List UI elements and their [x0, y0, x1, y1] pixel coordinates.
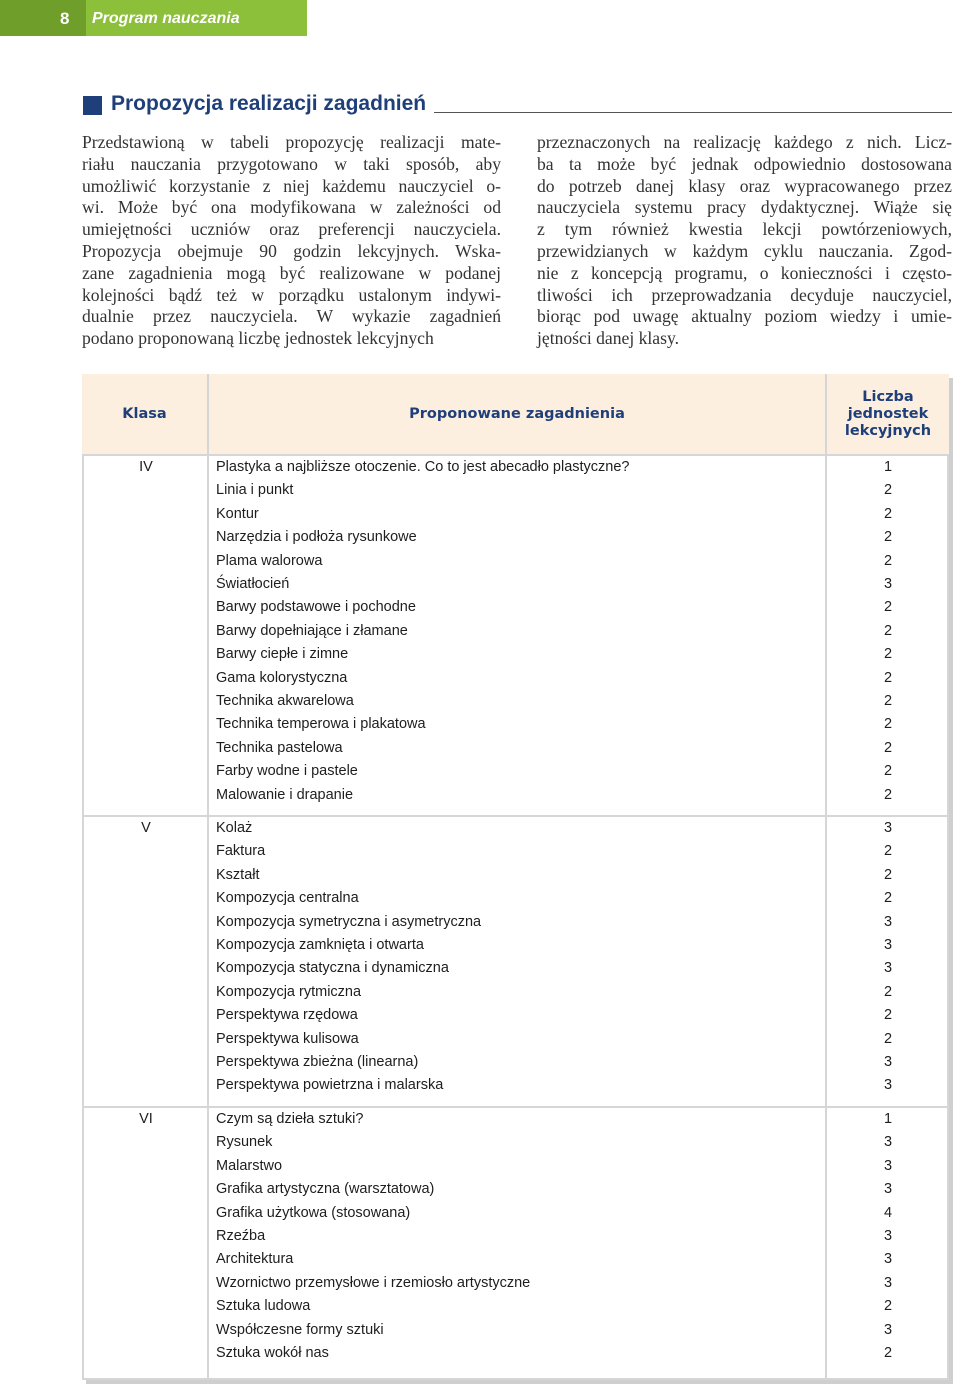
table-row: [82, 1227, 949, 1250]
table-row: [82, 505, 949, 528]
cell-hours: 3: [883, 913, 893, 930]
intro-line: nauczyciela systemu pracy dydaktycznej. Wiąże się: [537, 197, 952, 218]
cell-hours: 3: [883, 960, 893, 977]
table-row: [82, 575, 949, 598]
intro-paragraph-left: [82, 132, 501, 350]
table-row: [82, 842, 949, 865]
intro-line: zane zagadnienia mogą być realizowane w podanej: [82, 262, 501, 283]
cell-hours: 3: [883, 1054, 893, 1070]
cell-topic: Perspektywa zbieżna (linearna): [216, 1054, 419, 1070]
cell-topic: Współczesne formy sztuki: [216, 1321, 384, 1338]
cell-topic: Faktura: [216, 843, 266, 860]
intro-line: nie z koncepcją programu, o konieczności i często-: [537, 262, 952, 283]
header-liczba-line-3: lekcyjnych: [844, 422, 932, 439]
cell-topic: Sztuka ludowa: [216, 1298, 311, 1315]
intro-line: riału nauczania przygotowano w taki sposób, aby: [82, 153, 501, 174]
cell-hours: 2: [883, 890, 893, 907]
intro-line: Propozycja obejmuje 90 godzin lekcyjnych. Wska-: [82, 240, 501, 261]
cell-hours: 2: [883, 599, 893, 616]
cell-topic: Grafika artystyczna (warsztatowa): [216, 1181, 435, 1198]
cell-hours: 3: [883, 1157, 893, 1174]
cell-hours: 3: [883, 1181, 893, 1198]
table-row: [82, 1006, 949, 1029]
cell-topic: Czym są dzieła sztuki?: [216, 1111, 364, 1127]
cell-topic: Perspektywa powietrzna i malarska: [216, 1077, 444, 1094]
table-row: [82, 1076, 949, 1099]
cell-hours: 3: [883, 1321, 893, 1338]
cell-hours: 1: [883, 459, 893, 475]
cell-topic: Kształt: [216, 866, 260, 883]
table-row: [82, 715, 949, 738]
cell-topic: Rzeźba: [216, 1228, 266, 1244]
cell-hours: 2: [883, 786, 893, 803]
cell-hours: 2: [883, 1298, 893, 1315]
table-row: [82, 959, 949, 982]
intro-line: przewidzianych w każdym cyklu nauczania. Zgod-: [537, 240, 952, 261]
intro-line: do potrzeb danej klasy oraz wypracowanego przez: [537, 175, 952, 196]
intro-line: Przedstawioną w tabeli propozycję realizacji mate-: [82, 132, 501, 152]
cell-topic: Barwy podstawowe i pochodne: [216, 599, 416, 616]
intro-line: przeznaczonych na realizację każdego z nich. Licz-: [537, 132, 952, 152]
cell-topic: Perspektywa kulisowa: [216, 1030, 359, 1047]
cell-topic: Linia i punkt: [216, 482, 294, 499]
intro-line: jętności danej klasy.: [537, 328, 680, 349]
cell-hours: 3: [883, 820, 893, 836]
header-klasa: Klasa: [82, 374, 207, 454]
cell-hours: 2: [883, 1007, 893, 1024]
cell-hours: 3: [883, 1228, 893, 1244]
table-row: [82, 1110, 949, 1133]
table-row: [82, 1157, 949, 1180]
table-hline-iv-v: [82, 815, 949, 817]
intro-line: dualnie przez nauczyciela. W wykazie zagadnień: [82, 306, 501, 327]
running-title: Program nauczania: [92, 10, 240, 27]
header-liczba-jednostek: [827, 374, 949, 454]
section-rule: [434, 112, 952, 113]
table-row: [82, 692, 949, 715]
header-liczba-line-2: jednostek: [847, 405, 929, 422]
table-row: [82, 1030, 949, 1053]
cell-hours: 2: [883, 622, 893, 639]
cell-topic: Technika pastelowa: [216, 739, 343, 756]
cell-hours: 2: [883, 1030, 893, 1047]
cell-hours: 2: [883, 739, 893, 756]
cell-hours: 3: [883, 1134, 893, 1151]
cell-topic: Architektura: [216, 1251, 294, 1268]
cell-topic: Technika akwarelowa: [216, 693, 354, 709]
cell-hours: 2: [883, 843, 893, 860]
table-row: [82, 622, 949, 645]
cell-topic: Kompozycja rytmiczna: [216, 983, 362, 1000]
cell-hours: 2: [883, 983, 893, 1000]
intro-line: umiejętności uczniów oraz preferencji nauczyciela.: [82, 219, 501, 240]
table-row: [82, 458, 949, 481]
intro-line: ba ta może być jednak odpowiednio dostosowana: [537, 153, 952, 174]
cell-topic: Grafika użytkowa (stosowana): [216, 1204, 411, 1221]
cell-hours: 2: [883, 646, 893, 663]
table-row: [82, 1204, 949, 1227]
table-row: [82, 645, 949, 668]
cell-hours: 3: [883, 576, 893, 592]
intro-line: biorąc pod uwagę aktualny poziom wiedzy i umie-: [537, 306, 952, 327]
table-row: [82, 1274, 949, 1297]
page-number: 8: [60, 9, 70, 28]
cell-topic: Kompozycja centralna: [216, 890, 359, 907]
intro-line: podano proponowaną liczbę jednostek lekcyjnych: [82, 328, 434, 349]
intro-line: kolejności bądź też w porządku ustalonym indywi-: [82, 284, 501, 305]
table-hline-header: [82, 454, 949, 456]
table-row: [82, 819, 949, 842]
table-row: [82, 669, 949, 692]
table-hline-v-vi: [82, 1106, 949, 1108]
cell-hours: 2: [883, 669, 893, 686]
table-shadow-bottom: [86, 1380, 953, 1384]
cell-klasa: VI: [139, 1111, 153, 1127]
table-shadow-right: [949, 378, 953, 1384]
table-row: [82, 1133, 949, 1156]
cell-topic: Barwy dopełniające i złamane: [216, 622, 408, 639]
cell-topic: Wzornictwo przemysłowe i rzemiosło artystyczne: [216, 1274, 531, 1291]
section-bullet-square: [83, 96, 102, 115]
intro-paragraph-right: [537, 132, 952, 350]
cell-hours: 1: [883, 1111, 893, 1127]
header-liczba-line-1: Liczba: [862, 388, 914, 405]
table-row: [82, 598, 949, 621]
cell-hours: 2: [883, 716, 893, 733]
cell-topic: Kompozycja zamknięta i otwarta: [216, 937, 424, 953]
cell-hours: 2: [883, 482, 893, 499]
cell-hours: 3: [883, 1274, 893, 1291]
cell-topic: Malowanie i drapanie: [216, 786, 354, 803]
cell-hours: 2: [883, 866, 893, 883]
cell-topic: Kontur: [216, 505, 259, 522]
cell-hours: 4: [883, 1204, 893, 1221]
table-row: [82, 889, 949, 912]
cell-topic: Kompozycja symetryczna i asymetryczna: [216, 913, 482, 930]
section-title: Propozycja realizacji zagadnień: [111, 92, 427, 115]
table-row: [82, 1344, 949, 1367]
table-row: [82, 936, 949, 959]
cell-hours: 2: [883, 693, 893, 709]
cell-topic: Malarstwo: [216, 1157, 283, 1174]
intro-line: tliwości ich przeprowadzania decyduje nauczyciel,: [537, 284, 952, 305]
table-row: [82, 1321, 949, 1344]
cell-topic: Farby wodne i pastele: [216, 763, 358, 780]
page-number-box: [0, 0, 86, 36]
cell-hours: 2: [883, 763, 893, 780]
cell-topic: Plastyka a najbliższe otoczenie. Co to jest abecadło plastyczne?: [216, 459, 630, 475]
table-row: [82, 762, 949, 785]
cell-topic: Sztuka wokół nas: [216, 1345, 329, 1361]
cell-topic: Perspektywa rzędowa: [216, 1007, 358, 1024]
cell-hours: 2: [883, 505, 893, 522]
cell-topic: Technika temperowa i plakatowa: [216, 716, 426, 733]
cell-topic: Barwy ciepłe i zimne: [216, 646, 349, 663]
table-row: [82, 552, 949, 575]
table-row: [82, 1250, 949, 1273]
table-row: [82, 786, 949, 809]
cell-hours: 2: [883, 529, 893, 546]
table-row: [82, 866, 949, 889]
cell-klasa: IV: [139, 459, 153, 475]
intro-line: wi. Może być ona modyfikowana w zależności od: [82, 197, 501, 218]
cell-topic: Plama walorowa: [216, 552, 323, 569]
table-row: [82, 481, 949, 504]
table-row: [82, 1297, 949, 1320]
cell-topic: Kompozycja statyczna i dynamiczna: [216, 960, 449, 977]
cell-topic: Gama kolorystyczna: [216, 669, 348, 686]
table-row: [82, 739, 949, 762]
cell-topic: Światłocień: [216, 576, 290, 592]
cell-hours: 3: [883, 937, 893, 953]
cell-topic: Narzędzia i podłoża rysunkowe: [216, 529, 417, 546]
cell-topic: Kolaż: [216, 820, 253, 836]
cell-topic: Rysunek: [216, 1134, 273, 1151]
intro-line: z tym również kwestia lekcji powtórzeniowych,: [537, 219, 952, 240]
cell-hours: 3: [883, 1077, 893, 1094]
cell-hours: 3: [883, 1251, 893, 1268]
cell-hours: 2: [883, 552, 893, 569]
header-proponowane-zagadnienia: Proponowane zagadnienia: [209, 374, 825, 454]
table-row: [82, 1180, 949, 1203]
table-row: [82, 913, 949, 936]
table-row: [82, 1053, 949, 1076]
table-row: [82, 528, 949, 551]
cell-hours: 2: [883, 1345, 893, 1361]
intro-line: umożliwić korzystanie z niej każdemu nauczyciel o-: [82, 175, 501, 196]
cell-klasa: V: [141, 820, 151, 836]
table-row: [82, 983, 949, 1006]
